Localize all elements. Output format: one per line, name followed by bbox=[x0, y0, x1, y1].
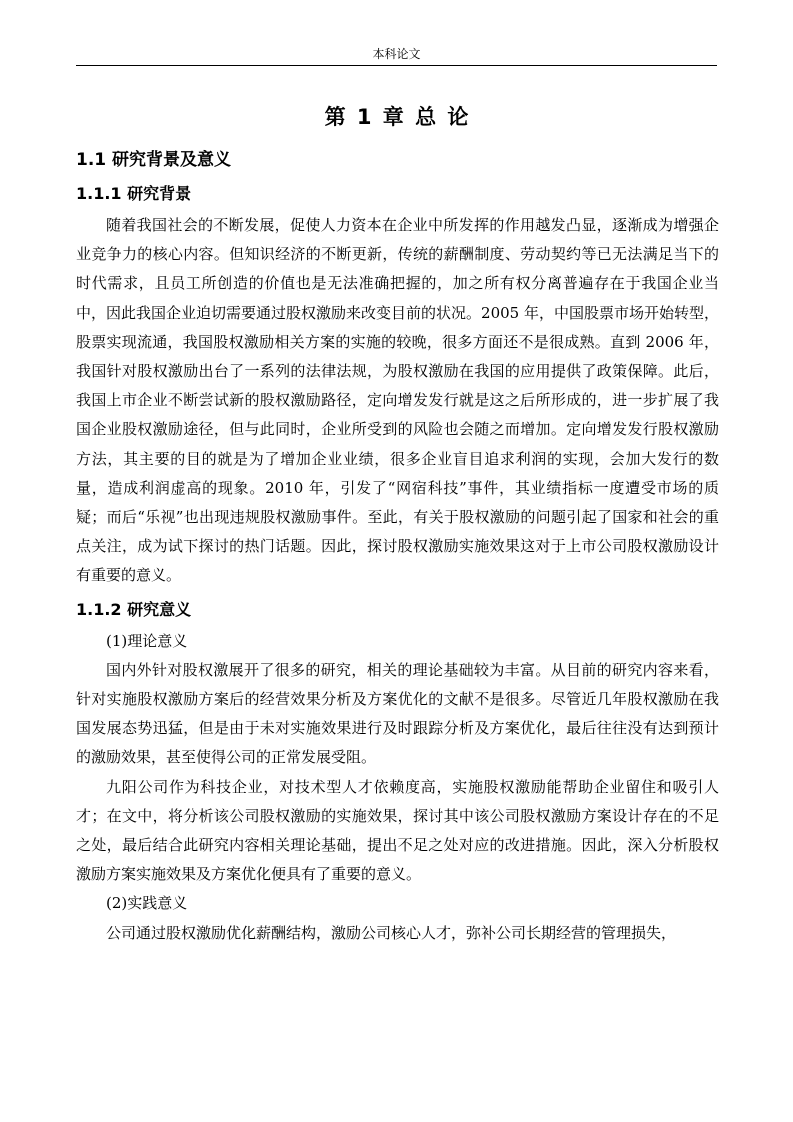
theory-paragraph-2: 九阳公司作为科技企业，对技术型人才依赖度高，实施股权激励能帮助企业留住和吸引人才；在文中，将分析该公司股权激励的实施效果，探讨其中该公司股权激励方案设计存在的不足之处，最后结合此研究内容相关理论基础，提出不足之处对应的改进措施。因此，深入分析股权激励方案实施效果及方案优化便具有了重要的意义。 bbox=[76, 777, 719, 884]
page-header: 本科论文 bbox=[372, 47, 421, 61]
practice-significance-label: (2)实践意义 bbox=[106, 894, 188, 913]
document-body bbox=[76, 96, 719, 948]
theory-paragraph-1: 国内外针对股权激展开了很多的研究，相关的理论基础较为丰富。从目前的研究内容来看，针对实施股权激励方案后的经营效果分析及方案优化的文献不是很多。尽管近几年股权激励在我国发展态势迅猛，但是由于未对实施效果进行及时跟踪分析及方案优化，最后往往没有达到预计的激励效果，甚至使得公司的正常发展受阻。 bbox=[76, 660, 719, 767]
section-heading-1-1-2: 1.1.2 研究意义 bbox=[76, 599, 192, 619]
header-rule bbox=[76, 65, 717, 66]
section-heading-1-1-1: 1.1.1 研究背景 bbox=[76, 184, 192, 203]
research-background-paragraph: 随着我国社会的不断发展，促使人力资本在企业中所发挥的作用越发凸显，逐渐成为增强企业竞争力的核心内容。但知识经济的不断更新，传统的薪酬制度、劳动契约等已无法满足当下的时代需求，且员工所创造的价值也是无法准确把握的，加之所有权分离普遍存在于我国企业当中，因此我国企业迫切需要通过股权激励来改变目前的状况。2005 年，中国股票市场开始转型，股票实现流通，我国股权激励相关方案的实施的较晚，很多方面还不是很成熟。直到 2006 年，我国针对股权激励出台了一系列的法律法规，为股权激励在我国的应用提供了政策保障。此后，我国上市企业不断尝试新的股权激励路径，定向增发发行就是这之后所形成的，进一步扩展了我国企业股权激励途径，但与此同时，企业所受到的风险也会随之而增加。定向增发发行股权激励方法，其主要的目的就是为了增加企业业绩，很多企业盲目追求利润的实现，会加大发行的数量，造成利润虚高的现象。2010 年，引发了“网宿科技”事件，其业绩指标一度遭受市场的质疑；而后“乐视”也出现违规股权激励事件。至此，有关于股权激励的问题引起了国家和社会的重点关注，成为试下探讨的热门话题。因此，探讨股权激励实施效果这对于上市公司股权激励设计有重要的意义。 bbox=[76, 216, 719, 585]
chapter-title: 第 1 章 总 论 bbox=[324, 105, 471, 129]
section-heading-1-1: 1.1 研究背景及意义 bbox=[76, 150, 232, 170]
theory-significance-label: (1)理论意义 bbox=[106, 631, 188, 650]
practice-paragraph-1: 公司通过股权激励优化薪酬结构，激励公司核心人才，弥补公司长期经营的管理损失， bbox=[106, 923, 677, 942]
